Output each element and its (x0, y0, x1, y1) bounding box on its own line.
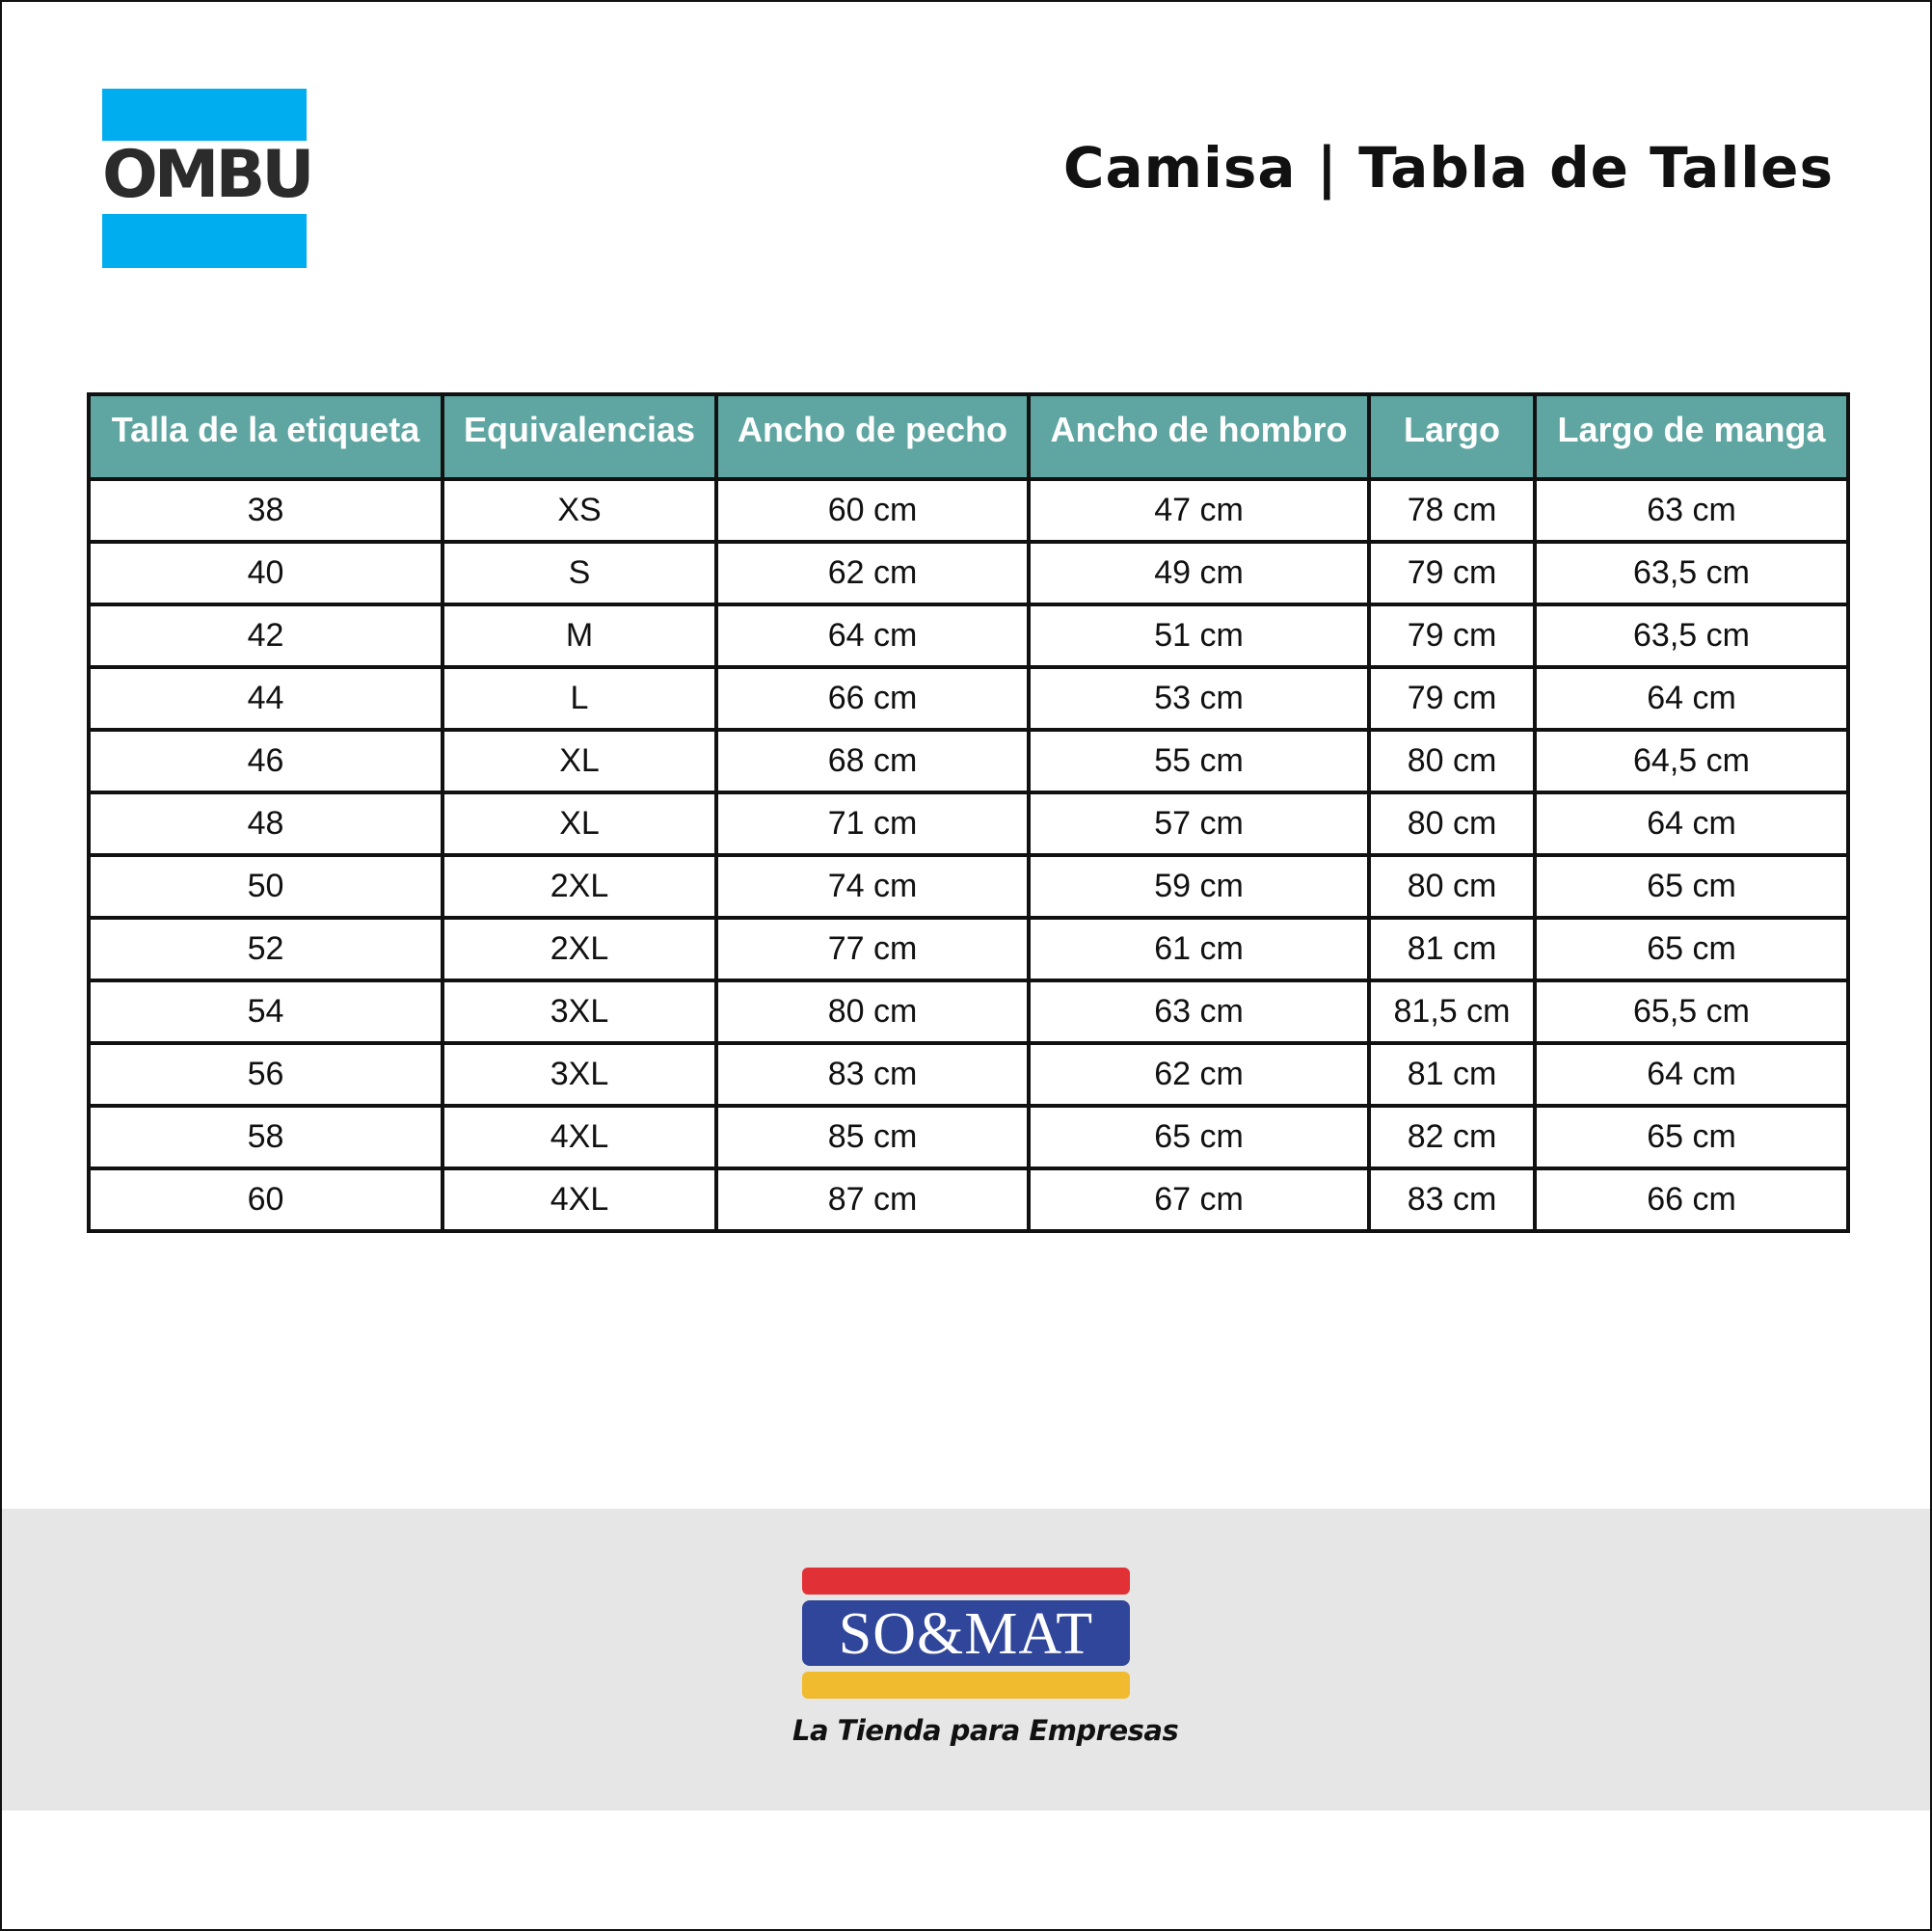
table-cell: 59 cm (1029, 855, 1369, 918)
column-header-ancho-hombro: Ancho de hombro (1029, 394, 1369, 479)
table-cell: XS (443, 479, 716, 542)
table-cell: XL (443, 792, 716, 855)
table-cell: 66 cm (716, 667, 1029, 730)
table-row (89, 1043, 1848, 1106)
table-cell: 64,5 cm (1535, 730, 1848, 792)
table-row (89, 792, 1848, 855)
table-cell: 80 cm (1369, 730, 1535, 792)
table-cell: 65 cm (1535, 918, 1848, 980)
table-cell: 63 cm (1535, 479, 1848, 542)
table-cell: 56 (89, 1043, 443, 1106)
somat-tagline: La Tienda para Empresas (792, 1714, 1179, 1747)
table-cell: 64 cm (1535, 667, 1848, 730)
column-header-ancho-pecho: Ancho de pecho (716, 394, 1029, 479)
table-cell: 4XL (443, 1168, 716, 1231)
table-cell: 64 cm (716, 604, 1029, 667)
table-cell: 85 cm (716, 1106, 1029, 1168)
table-cell: 81 cm (1369, 918, 1535, 980)
table-cell: 48 (89, 792, 443, 855)
table-cell: 79 cm (1369, 604, 1535, 667)
table-cell: 65 cm (1535, 1106, 1848, 1168)
table-cell: 46 (89, 730, 443, 792)
table-cell: 79 cm (1369, 667, 1535, 730)
column-header-largo-manga: Largo de manga (1535, 394, 1848, 479)
table-cell: 52 (89, 918, 443, 980)
table-cell: 78 cm (1369, 479, 1535, 542)
table-row (89, 730, 1848, 792)
table-cell: 80 cm (716, 980, 1029, 1043)
somat-logo-red-bar (802, 1568, 1130, 1595)
ombu-logo-text: OMBU (102, 137, 311, 213)
table-row (89, 855, 1848, 918)
table-cell: 80 cm (1369, 792, 1535, 855)
table-cell: 83 cm (716, 1043, 1029, 1106)
table-cell: 62 cm (716, 542, 1029, 604)
somat-logo-text: SO&MAT (802, 1600, 1130, 1666)
table-cell: 80 cm (1369, 855, 1535, 918)
table-cell: 55 cm (1029, 730, 1369, 792)
table-row (89, 604, 1848, 667)
table-cell: 65 cm (1029, 1106, 1369, 1168)
table-cell: 47 cm (1029, 479, 1369, 542)
table-cell: S (443, 542, 716, 604)
table-cell: 2XL (443, 855, 716, 918)
table-row (89, 1106, 1848, 1168)
table-cell: 81 cm (1369, 1043, 1535, 1106)
table-cell: 38 (89, 479, 443, 542)
table-cell: 50 (89, 855, 443, 918)
table-cell: 81,5 cm (1369, 980, 1535, 1043)
table-cell: 71 cm (716, 792, 1029, 855)
column-header-equivalencias: Equivalencias (443, 394, 716, 479)
table-cell: XL (443, 730, 716, 792)
table-cell: 60 cm (716, 479, 1029, 542)
table-row (89, 479, 1848, 542)
table-cell: 60 (89, 1168, 443, 1231)
table-cell: 67 cm (1029, 1168, 1369, 1231)
table-cell: 82 cm (1369, 1106, 1535, 1168)
table-cell: 2XL (443, 918, 716, 980)
page-title: Camisa | Tabla de Talles (1062, 135, 1834, 201)
table-cell: 66 cm (1535, 1168, 1848, 1231)
table-cell: 53 cm (1029, 667, 1369, 730)
table-cell: 79 cm (1369, 542, 1535, 604)
table-cell: 64 cm (1535, 792, 1848, 855)
table-cell: M (443, 604, 716, 667)
table-cell: 63,5 cm (1535, 542, 1848, 604)
table-cell: 74 cm (716, 855, 1029, 918)
table-cell: 63 cm (1029, 980, 1369, 1043)
table-cell: 62 cm (1029, 1043, 1369, 1106)
table-cell: 3XL (443, 980, 716, 1043)
ombu-logo-bottom-bar (102, 214, 307, 268)
table-row (89, 542, 1848, 604)
table-cell: 40 (89, 542, 443, 604)
table-cell: L (443, 667, 716, 730)
table-cell: 65 cm (1535, 855, 1848, 918)
table-cell: 44 (89, 667, 443, 730)
table-cell: 87 cm (716, 1168, 1029, 1231)
table-row (89, 1168, 1848, 1231)
table-cell: 65,5 cm (1535, 980, 1848, 1043)
table-cell: 58 (89, 1106, 443, 1168)
table-cell: 63,5 cm (1535, 604, 1848, 667)
table-cell: 68 cm (716, 730, 1029, 792)
table-cell: 54 (89, 980, 443, 1043)
table-row (89, 980, 1848, 1043)
table-cell: 64 cm (1535, 1043, 1848, 1106)
table-row (89, 667, 1848, 730)
table-cell: 42 (89, 604, 443, 667)
table-cell: 49 cm (1029, 542, 1369, 604)
ombu-logo-top-bar (102, 89, 307, 141)
column-header-talla: Talla de la etiqueta (89, 394, 443, 479)
size-table (87, 392, 1850, 1233)
somat-logo-yellow-bar (802, 1672, 1130, 1699)
table-cell: 4XL (443, 1106, 716, 1168)
table-cell: 57 cm (1029, 792, 1369, 855)
table-cell: 51 cm (1029, 604, 1369, 667)
table-cell: 83 cm (1369, 1168, 1535, 1231)
ombu-logo (102, 89, 311, 268)
table-cell: 3XL (443, 1043, 716, 1106)
column-header-largo: Largo (1369, 394, 1535, 479)
table-header-row (89, 394, 1848, 479)
table-cell: 77 cm (716, 918, 1029, 980)
table-cell: 61 cm (1029, 918, 1369, 980)
table-row (89, 918, 1848, 980)
